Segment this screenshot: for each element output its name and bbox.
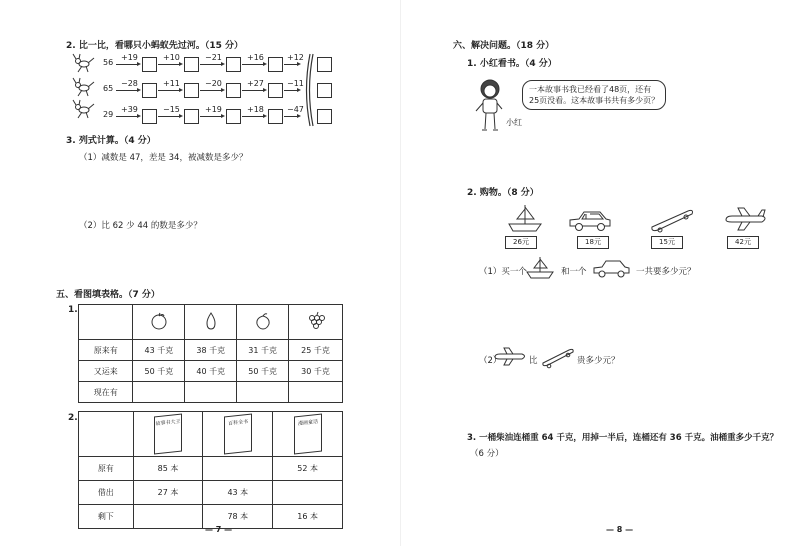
book-table [78, 411, 343, 529]
t1-cell: 31 千克 [237, 340, 289, 361]
boat-icon [505, 202, 545, 234]
t1-row-label: 现在有 [79, 382, 133, 403]
answer-box[interactable] [142, 57, 157, 72]
t2-answer-cell[interactable] [203, 457, 273, 481]
q3-score: （6 分） [470, 449, 504, 459]
ant-row-2-op-3: −20 [205, 79, 222, 88]
q2-1-part-c: 一共要多少元？ [636, 267, 696, 277]
q2-title: 2. 比一比，看哪只小蚂蚁先过河。（15 分） [66, 41, 243, 51]
table-1-number: 1. [68, 305, 78, 315]
t1-row-label: 原来有 [79, 340, 133, 361]
t2-cell: 78 本 [203, 505, 273, 529]
t1-row-label: 又运来 [79, 361, 133, 382]
q2-2-part-c: 贵多少元？ [577, 356, 620, 366]
q2-2-part-a: （2） [479, 356, 502, 366]
apple-icon [150, 312, 168, 330]
t2-cell: 27 本 [133, 481, 203, 505]
book-2-title: 百科全书 [227, 418, 248, 428]
q2-title-right: 2. 购物。（8 分） [467, 188, 539, 198]
t1-answer-cell[interactable] [237, 382, 289, 403]
answer-box[interactable] [268, 83, 283, 98]
airplane-icon-small [492, 346, 528, 368]
t1-cell: 38 千克 [185, 340, 237, 361]
t1-cell: 25 千克 [289, 340, 343, 361]
q3-title: 3. 列式计算。（4 分） [66, 136, 156, 146]
answer-box[interactable] [184, 109, 199, 124]
pear-icon [202, 311, 220, 331]
book-3-title: 漫画童话 [297, 418, 318, 428]
book-icon [224, 414, 252, 455]
ant-row-2-op-5: −11 [287, 79, 304, 88]
bubble-line-1: 一本故事书我已经看了48页，还有 [529, 85, 652, 94]
t2-cell: 52 本 [273, 457, 343, 481]
speech-bubble [522, 80, 666, 110]
ant-row-2-op-1: −28 [121, 79, 138, 88]
q2-1-part-b: 和一个 [561, 267, 587, 277]
result-box[interactable] [317, 109, 332, 124]
girl-illustration [470, 75, 510, 135]
airplane-icon [722, 206, 770, 232]
ant-row-1-op-5: +12 [287, 53, 304, 62]
fruit-table [78, 304, 343, 403]
peach-icon [254, 312, 272, 330]
ant-row-1-op-2: +10 [163, 53, 180, 62]
answer-box[interactable] [226, 57, 241, 72]
q3-title-right: 3. 一桶柴油连桶重 64 千克，用掉一半后，连桶还有 36 千克。油桶重多少千克？ [467, 433, 779, 443]
q3-2-text: （2）比 62 少 44 的数是多少？ [79, 221, 202, 231]
t1-answer-cell[interactable] [185, 382, 237, 403]
q3-1-text: （1）减数是 47，差是 34，被减数是多少？ [79, 153, 248, 163]
ant-illustrations [72, 52, 98, 124]
ant-row-2-start: 65 [103, 84, 114, 93]
price-tag-airplane: 42元 [727, 236, 759, 249]
q1-title: 1. 小红看书。（4 分） [467, 59, 557, 69]
ant-row-2-op-2: +11 [163, 79, 180, 88]
t1-cell: 50 千克 [237, 361, 289, 382]
t2-row-label: 原有 [79, 457, 134, 481]
ant-row-3-op-2: −15 [163, 105, 180, 114]
page-divider [400, 0, 401, 546]
section-6-title: 六、解决问题。（18 分） [453, 41, 555, 51]
river-bracket [300, 52, 314, 128]
right-page-number: — 8 — [606, 525, 634, 534]
q1-name: 小红 [506, 118, 522, 127]
car-icon-small [592, 258, 632, 280]
book-icon [154, 414, 182, 455]
answer-box[interactable] [226, 83, 241, 98]
t1-cell: 43 千克 [133, 340, 185, 361]
price-tag-skateboard: 15元 [651, 236, 683, 249]
answer-box[interactable] [226, 109, 241, 124]
ant-row-3-op-3: +19 [205, 105, 222, 114]
t1-answer-cell[interactable] [133, 382, 185, 403]
ant-row-2-op-4: +27 [247, 79, 264, 88]
t1-cell: 40 千克 [185, 361, 237, 382]
t2-cell: 16 本 [273, 505, 343, 529]
t2-cell: 85 本 [133, 457, 203, 481]
price-tag-car: 18元 [577, 236, 609, 249]
answer-box[interactable] [142, 83, 157, 98]
skateboard-icon [648, 205, 696, 233]
car-icon [567, 208, 613, 234]
book-1-title: 故事书大王 [155, 418, 181, 428]
skateboard-icon-small [540, 345, 576, 369]
book-icon [294, 414, 322, 455]
ant-row-1-start: 56 [103, 58, 114, 67]
ant-row-3-op-4: +18 [247, 105, 264, 114]
ant-row-3-op-5: −47 [287, 105, 304, 114]
answer-box[interactable] [268, 109, 283, 124]
result-box[interactable] [317, 57, 332, 72]
t2-row-label: 剩下 [79, 505, 134, 529]
t1-cell: 50 千克 [133, 361, 185, 382]
t2-answer-cell[interactable] [273, 481, 343, 505]
ant-row-1-op-4: +16 [247, 53, 264, 62]
ant-row-3-start: 29 [103, 110, 114, 119]
price-tag-boat: 26元 [505, 236, 537, 249]
table-2-number: 2. [68, 413, 78, 423]
t2-answer-cell[interactable] [133, 505, 203, 529]
q2-1-part-a: （1）买一个 [479, 267, 527, 277]
answer-box[interactable] [142, 109, 157, 124]
result-box[interactable] [317, 83, 332, 98]
section-5-title: 五、看图填表格。（7 分） [56, 290, 160, 300]
t2-row-label: 借出 [79, 481, 134, 505]
answer-box[interactable] [268, 57, 283, 72]
answer-box[interactable] [184, 57, 199, 72]
t1-cell: 30 千克 [289, 361, 343, 382]
t1-answer-cell[interactable] [289, 382, 343, 403]
q2-2-part-b: 比 [529, 356, 538, 366]
answer-box[interactable] [184, 83, 199, 98]
left-page-number: — 7 — [205, 525, 233, 534]
ant-row-1-op-1: +19 [121, 53, 138, 62]
bubble-line-2: 25页没看。这本故事书共有多少页？ [529, 96, 660, 105]
ant-row-1-op-3: −21 [205, 53, 222, 62]
grapes-icon [306, 311, 326, 331]
t2-cell: 43 本 [203, 481, 273, 505]
ant-row-3-op-1: +39 [121, 105, 138, 114]
boat-icon-small [524, 254, 556, 280]
